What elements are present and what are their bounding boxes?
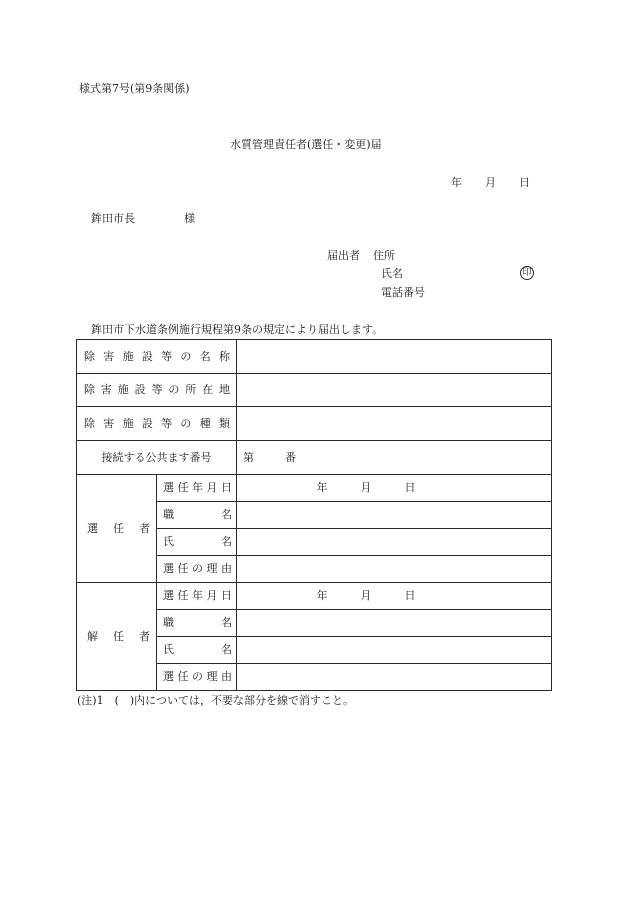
- appointee-date-day: 日: [404, 481, 416, 494]
- appointee-name-label: 氏 名: [157, 529, 237, 556]
- facility-name-field[interactable]: [237, 340, 552, 374]
- dismissed-date-year: 年: [316, 589, 328, 602]
- table-row: [77, 583, 552, 610]
- facility-name-label: [77, 340, 237, 374]
- dismissed-label-text: 解 任 者: [87, 629, 150, 643]
- applicant-name-label: 氏名: [381, 267, 403, 280]
- table-row: [77, 475, 552, 502]
- appointee-label-text: 選 任 者: [87, 521, 150, 535]
- table-row: [77, 374, 552, 407]
- appointee-group-label: [77, 475, 157, 583]
- appointee-reason-label: 選 任 の 理 由: [157, 556, 237, 583]
- appointee-date-year: 年: [316, 481, 328, 494]
- date-month: 月: [485, 176, 496, 189]
- addressee-name: 鉾田市長: [91, 212, 135, 225]
- footnote: (注)1 ( )内については，不要な部分を線で消すこと。: [77, 694, 354, 707]
- appointee-job-field[interactable]: [237, 502, 552, 529]
- facility-type-field[interactable]: [237, 407, 552, 441]
- applicant-address-label: 住所: [373, 249, 395, 262]
- dismissed-name-field[interactable]: [237, 637, 552, 664]
- dismissed-date-month: 月: [360, 589, 372, 602]
- date-day: 日: [519, 176, 530, 189]
- facility-type-label: [77, 407, 237, 441]
- seal-mark: 印: [520, 266, 534, 280]
- dismissed-job-label: 職 名: [157, 610, 237, 637]
- applicant-label: 届出者: [327, 249, 360, 262]
- dismissed-group-label: [77, 583, 157, 691]
- dismissed-date-field[interactable]: [237, 583, 552, 610]
- form-number: 様式第7号(第9条関係): [79, 82, 190, 95]
- appointee-date-label: 選 任 年 月 日: [157, 475, 237, 502]
- dismissed-date-day: 日: [404, 589, 416, 602]
- facility-location-field[interactable]: [237, 374, 552, 407]
- dismissed-name-label: 氏 名: [157, 637, 237, 664]
- facility-type-text: 除 害 施 設 等 の 種 類: [84, 416, 230, 430]
- facility-name-text: 除 害 施 設 等 の 名 称: [84, 349, 230, 363]
- sewer-number-suffix: 番: [285, 450, 296, 464]
- notification-table: [76, 339, 552, 691]
- applicant-phone-label: 電話番号: [381, 286, 425, 299]
- dismissed-reason-label: 選 任 の 理 由: [157, 664, 237, 691]
- facility-location-label: [77, 374, 237, 407]
- table-row: [77, 441, 552, 475]
- appointee-name-field[interactable]: [237, 529, 552, 556]
- addressee-honorific: 様: [184, 212, 195, 225]
- appointee-date-field[interactable]: [237, 475, 552, 502]
- sewer-number-label: 接続する公共ます番号: [77, 441, 237, 475]
- dismissed-job-field[interactable]: [237, 610, 552, 637]
- appointee-job-label: 職 名: [157, 502, 237, 529]
- statement-text: 鉾田市下水道条例施行規程第9条の規定により届出します。: [91, 323, 384, 336]
- dismissed-date-label: 選 任 年 月 日: [157, 583, 237, 610]
- sewer-number-prefix: 第: [243, 450, 254, 464]
- sewer-number-field[interactable]: [237, 441, 552, 475]
- dismissed-reason-field[interactable]: [237, 664, 552, 691]
- table-row: [77, 340, 552, 374]
- appointee-reason-field[interactable]: [237, 556, 552, 583]
- form-title: 水質管理責任者(選任・変更)届: [230, 138, 382, 151]
- date-year: 年: [451, 176, 462, 189]
- table-row: [77, 407, 552, 441]
- appointee-date-month: 月: [360, 481, 372, 494]
- facility-location-text: 除 害 施 設 等 の 所 在 地: [84, 383, 230, 396]
